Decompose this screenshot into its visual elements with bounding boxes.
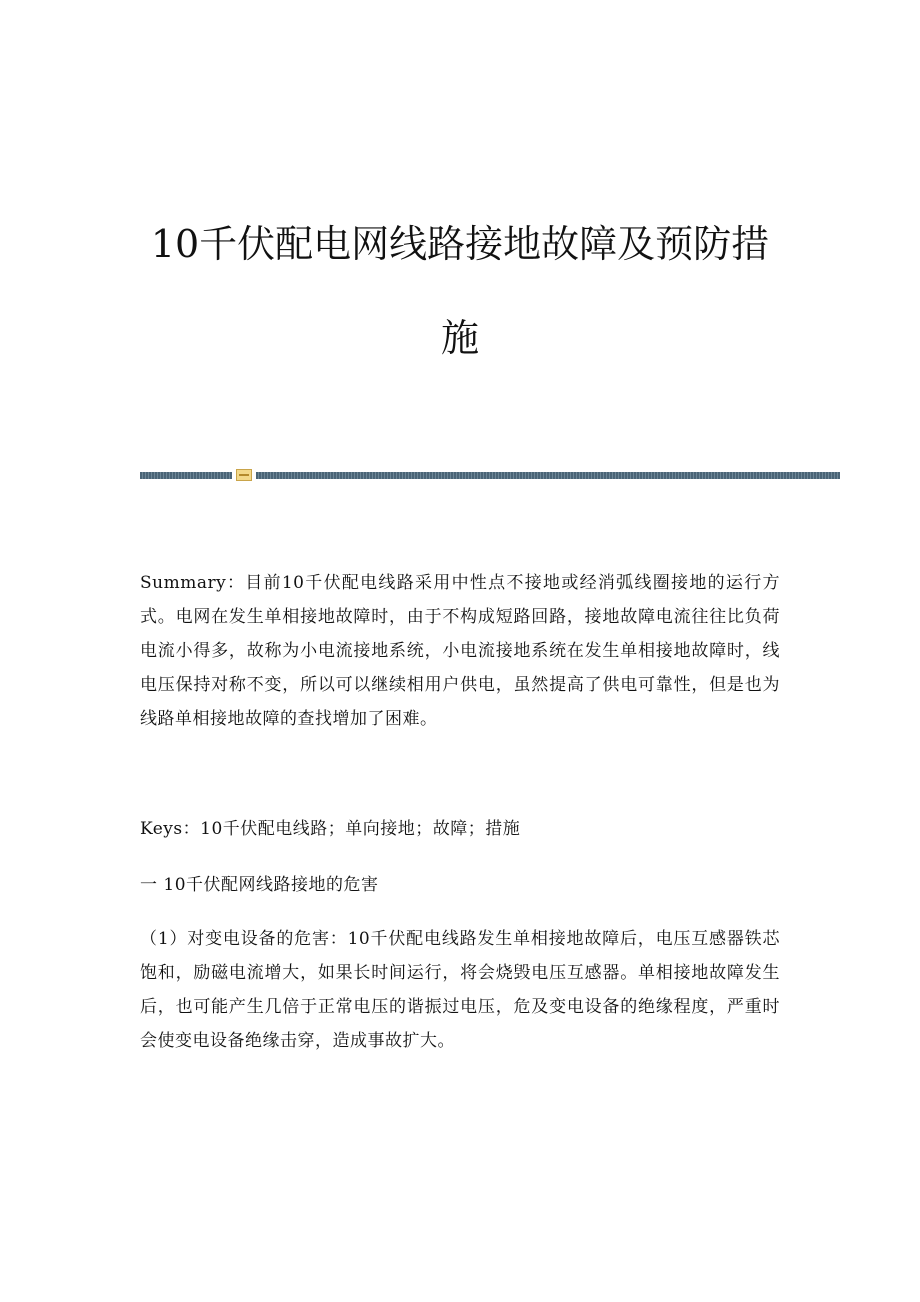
document-title-line-1: 10千伏配电网线路接地故障及预防措 [150,222,770,266]
title-divider [140,468,840,482]
body-paragraph-1: （1）对变电设备的危害：10千伏配电线路发生单相接地故障后，电压互感器铁芯饱和，励磁电流增大，如果长时间运行，将会烧毁电压互感器。单相接地故障发生后，也可能产生几倍于正常电压的谐振过电压，危及变电设备的绝缘程度，严重时会使变电设备绝缘击穿，造成事故扩大。 [140,929,780,1051]
summary-paragraph [140,566,780,736]
divider-ornament-icon [236,469,252,481]
divider-bar-right [256,472,840,479]
divider-bar-left [140,472,232,479]
keys-text: 10千伏配电线路；单向接地；故障；措施 [200,819,521,839]
keys-label: Keys： [140,819,201,839]
document-title-line-2: 施 [440,316,479,360]
section-heading: 一 10千伏配网线路接地的危害 [140,875,379,895]
summary-label: Summary： [140,573,246,593]
summary-text: 目前10千伏配电线路采用中性点不接地或经消弧线圈接地的运行方式。电网在发生单相接地故障时，由于不构成短路回路，接地故障电流往往比负荷电流小得多，故称为小电流接地系统，小电流接地系统在发生单相接地故障时，线电压保持对称不变，所以可以继续相用户供电，虽然提高了供电可靠性，但是也为线路单相接地故障的查找增加了困难。 [140,573,780,729]
keywords-line [140,812,780,846]
